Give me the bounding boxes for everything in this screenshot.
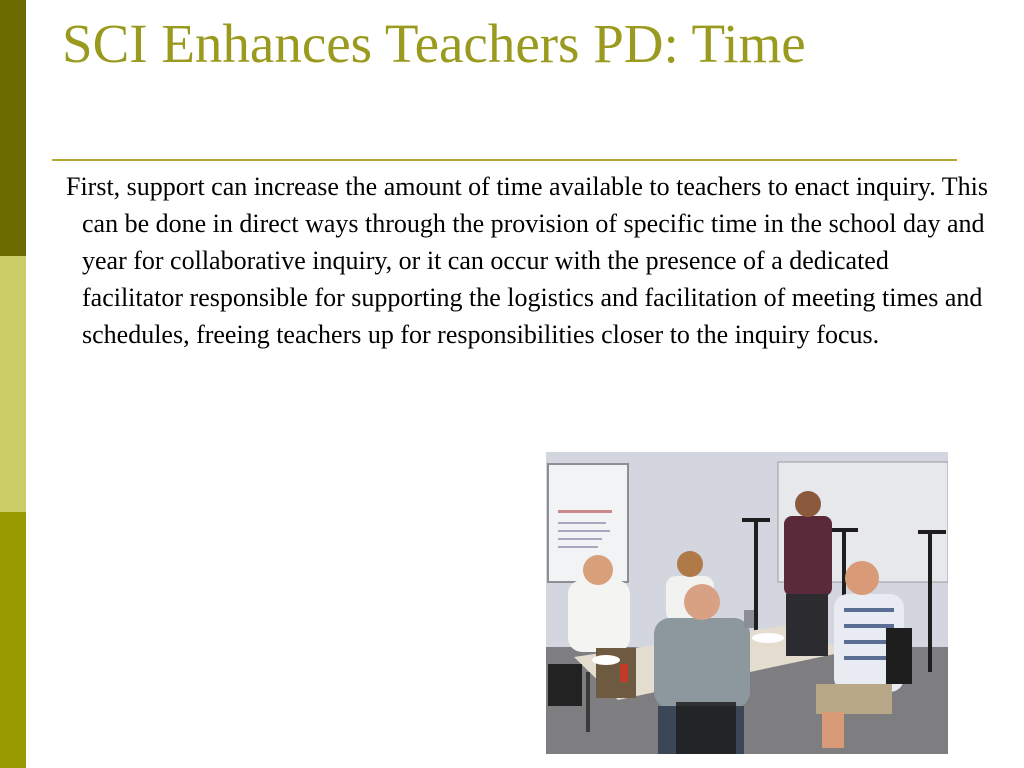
body-paragraph: First, support can increase the amount of time available to teachers to enact inquiry. This can be done in direct ways through the provision of specific time in the school day and year for collaborative inquiry, or it can occur with the presence of a dedicated facilitator responsible for supporting the logistics and facilitation of meeting times and schedules, freeing teachers up for responsibilities closer to the inquiry focus. <box>66 172 988 349</box>
title-divider <box>52 159 957 161</box>
sidebar-band-top <box>0 0 26 256</box>
sidebar-band-middle <box>0 256 26 512</box>
classroom-photo <box>546 452 948 754</box>
slide-title: SCI Enhances Teachers PD: Time <box>62 13 806 74</box>
sidebar-band-bottom <box>0 512 26 768</box>
